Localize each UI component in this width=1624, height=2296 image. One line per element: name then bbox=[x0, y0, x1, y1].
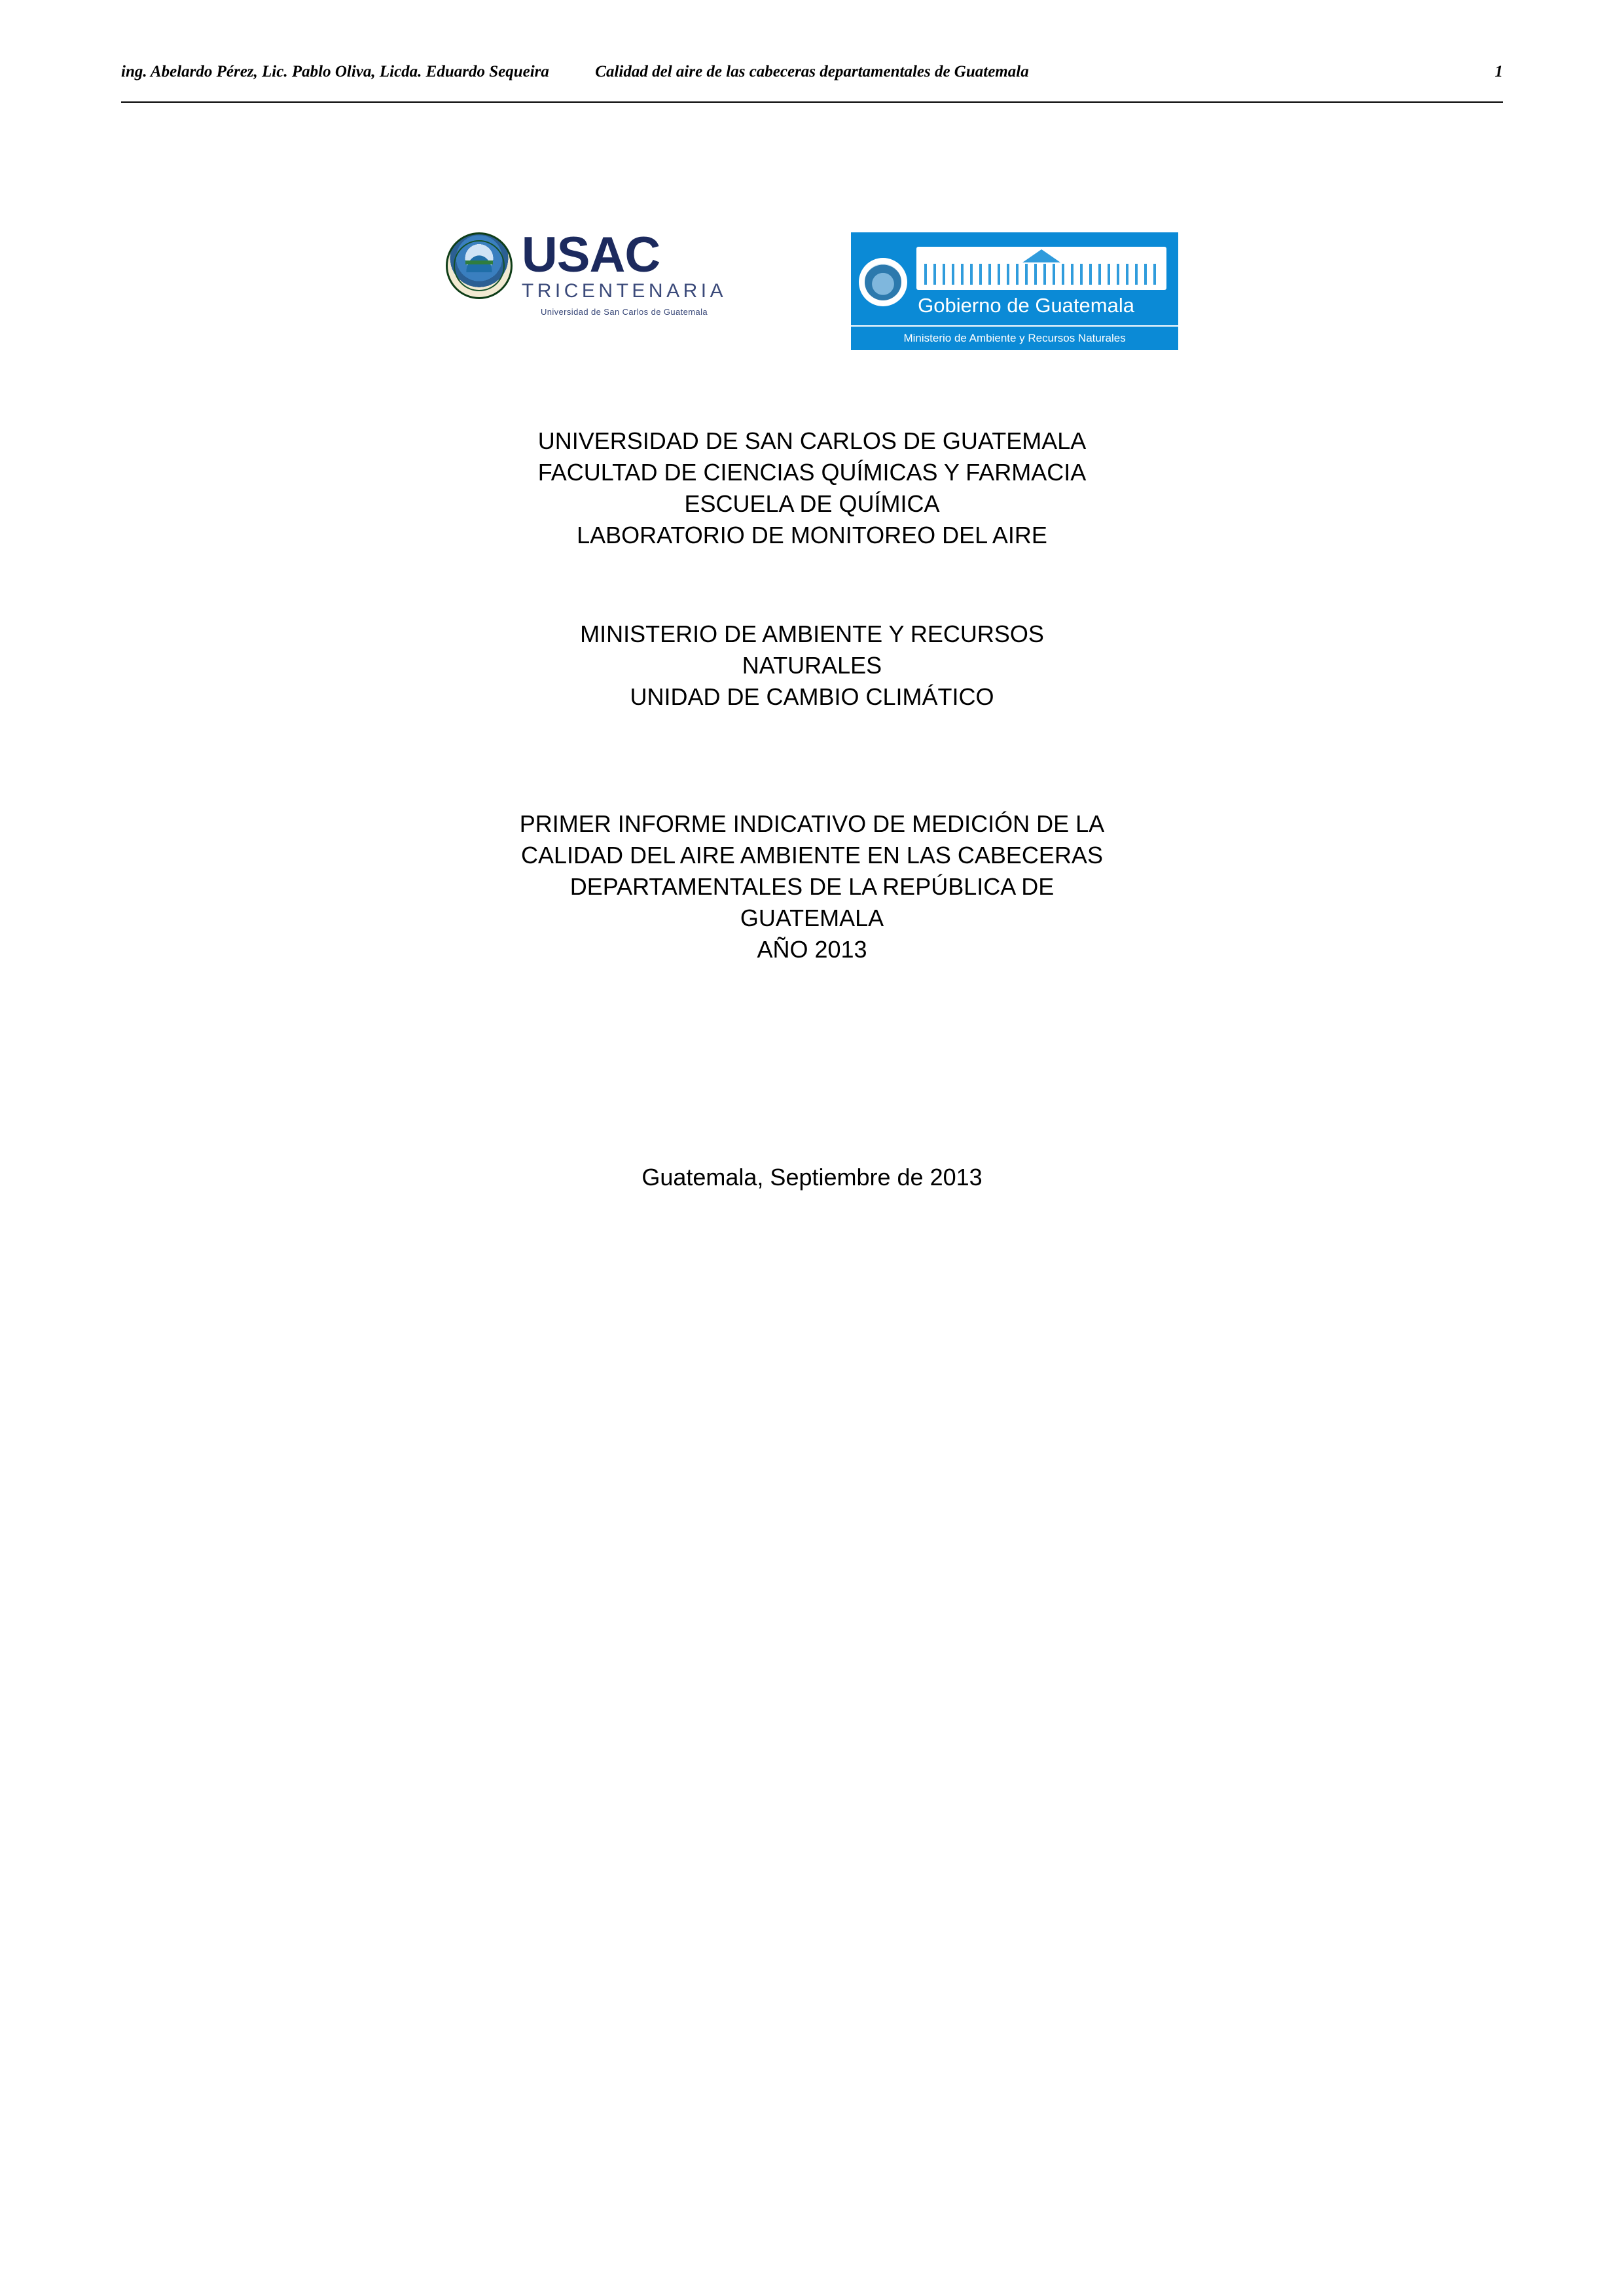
report-title-line: DEPARTAMENTALES DE LA REPÚBLICA DE bbox=[569, 872, 1055, 900]
gobierno-logo-top bbox=[851, 232, 1178, 325]
place-date: Guatemala, Septiembre de 2013 bbox=[641, 1164, 983, 1191]
report-title-line: CALIDAD DEL AIRE AMBIENTE EN LAS CABECERAS bbox=[521, 841, 1103, 869]
report-title-block bbox=[0, 808, 1624, 965]
running-header-inner bbox=[121, 63, 1503, 98]
institution-title-block bbox=[0, 425, 1624, 551]
header-page-number: 1 bbox=[1494, 63, 1503, 81]
gobierno-logo-right bbox=[916, 247, 1178, 317]
gobierno-logo bbox=[851, 232, 1178, 350]
logo-row bbox=[0, 227, 1624, 350]
report-title-line: PRIMER INFORME INDICATIVO DE MEDICIÓN DE LA bbox=[519, 810, 1105, 837]
running-header bbox=[121, 63, 1503, 98]
usac-logo bbox=[446, 227, 727, 317]
usac-seal-icon bbox=[446, 232, 513, 299]
ministry-line: UNIDAD DE CAMBIO CLIMÁTICO bbox=[630, 683, 994, 710]
gobierno-logo-name: Gobierno de Guatemala bbox=[918, 294, 1134, 317]
header-authors: ing. Abelardo Pérez, Lic. Pablo Oliva, Licda. Eduardo Sequeira bbox=[121, 63, 549, 81]
usac-logo-text bbox=[521, 227, 727, 317]
header-divider bbox=[121, 101, 1503, 103]
palace-building-icon bbox=[916, 247, 1166, 290]
usac-tagline: TRICENTENARIA bbox=[521, 280, 727, 302]
institution-line: FACULTAD DE CIENCIAS QUÍMICAS Y FARMACIA bbox=[537, 458, 1087, 486]
institution-line: LABORATORIO DE MONITOREO DEL AIRE bbox=[577, 521, 1047, 548]
usac-full-name: Universidad de San Carlos de Guatemala bbox=[540, 307, 708, 317]
institution-line: ESCUELA DE QUÍMICA bbox=[684, 490, 940, 517]
gobierno-logo-ministry-bar bbox=[851, 325, 1178, 350]
ministry-title-block bbox=[0, 619, 1624, 713]
header-document-title: Calidad del aire de las cabeceras departamentales de Guatemala bbox=[595, 63, 1029, 81]
ministry-line: NATURALES bbox=[742, 651, 882, 679]
report-title-line: GUATEMALA bbox=[740, 904, 884, 931]
institution-line: UNIVERSIDAD DE SAN CARLOS DE GUATEMALA bbox=[537, 427, 1087, 454]
place-date-block bbox=[0, 1162, 1624, 1193]
usac-wordmark: USAC bbox=[521, 227, 660, 283]
ministry-line: MINISTERIO DE AMBIENTE Y RECURSOS bbox=[580, 620, 1044, 647]
guatemala-coat-of-arms-icon bbox=[859, 258, 907, 306]
report-title-line: AÑO 2013 bbox=[757, 935, 867, 963]
gobierno-logo-ministry: Ministerio de Ambiente y Recursos Naturales bbox=[903, 332, 1126, 344]
